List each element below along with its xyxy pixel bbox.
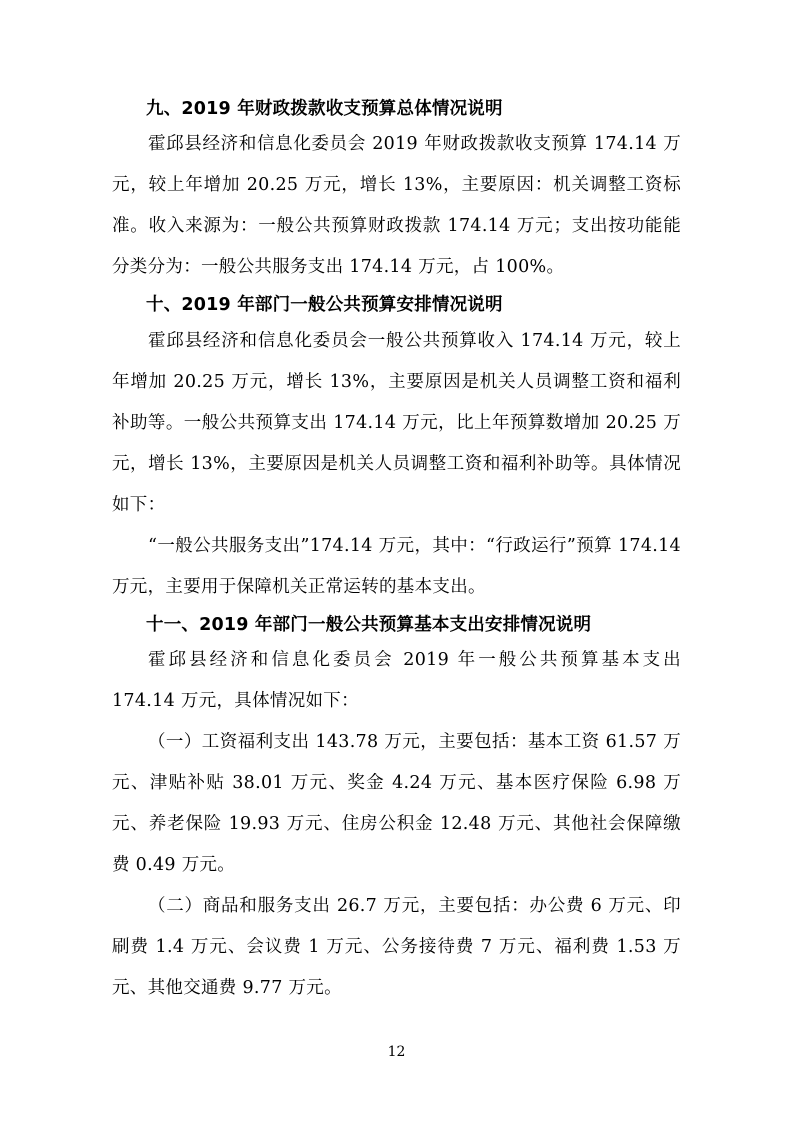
section-11-paragraph-3: （二）商品和服务支出 26.7 万元，主要包括：办公费 6 万元、印刷费 1.4 万元、会议费 1 万元、公务接待费 7 万元、福利费 1.53 万元、其他交通费 9.77 万元。: [112, 895, 681, 998]
section-11-paragraph-2: （一）工资福利支出 143.78 万元，主要包括：基本工资 61.57 万元、津贴补贴 38.01 万元、奖金 4.24 万元、基本医疗保险 6.98 万元、养老保险 19.93 万元、住房公积金 12.48 万元、其他社会保障缴费 0.49 万元。: [112, 731, 681, 875]
section-heading-10: 十、2019 年部门一般公共预算安排情况说明: [146, 295, 503, 316]
section-9-paragraph-1: 霍邱县经济和信息化委员会 2019 年财政拨款收支预算 174.14 万元，较上年增加 20.25 万元，增长 13%，主要原因：机关调整工资标准。收入来源为：一般公共预算财政拨款 174.14 万元；支出按功能能分类分为：一般公共服务支出 174.14 万元，占 100%。: [112, 134, 681, 278]
document-body: [112, 96, 681, 1009]
section-10-paragraph-1: 霍邱县经济和信息化委员会一般公共预算收入 174.14 万元，较上年增加 20.25 万元，增长 13%，主要原因是机关人员调整工资和福利补助等。一般公共预算支出 174.14 万元，比上年预算数增加 20.25 万元，增长 13%，主要原因是机关人员调整工资和福利补助等。具体情况如下：: [112, 330, 681, 515]
section-heading-11: 十一、2019 年部门一般公共预算基本支出安排情况说明: [146, 614, 592, 635]
section-heading-9: 九、2019 年财政拨款收支预算总体情况说明: [146, 99, 503, 119]
section-10-paragraph-2: “一般公共服务支出”174.14 万元，其中：“行政运行”预算 174.14 万元，主要用于保障机关正常运转的基本支出。: [112, 535, 681, 597]
page-number: 12: [387, 1044, 406, 1060]
section-11-paragraph-1: 霍邱县经济和信息化委员会 2019 年一般公共预算基本支出 174.14 万元，具体情况如下：: [112, 649, 681, 711]
